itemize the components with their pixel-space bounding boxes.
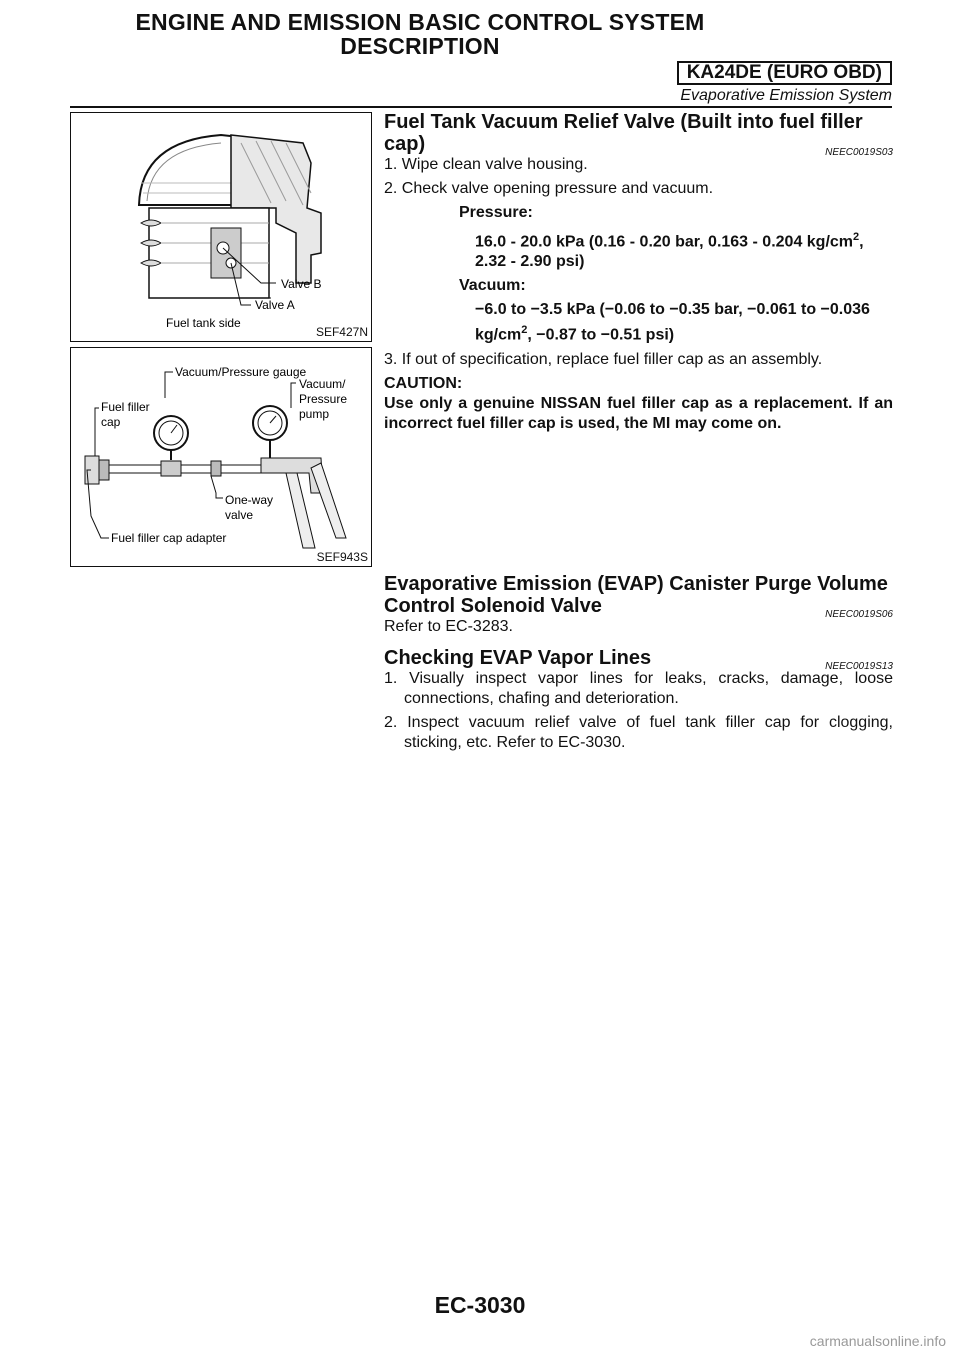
figure-id: SEF427N (315, 325, 368, 339)
caution-text: Use only a genuine NISSAN fuel filler cap as a replacement. If an incorrect fuel filler cap is used, the MI may come on. (384, 394, 893, 432)
section-title: Checking EVAP Vapor Lines (384, 647, 652, 669)
model-badge: KA24DE (EURO OBD) (677, 61, 892, 85)
figure-test-setup (70, 347, 372, 567)
section-code: NEEC0019S06 (825, 609, 893, 620)
label-fuel-tank-side: Fuel tank side (166, 316, 241, 330)
header-title-line2: DESCRIPTION (340, 33, 500, 59)
step-1: 1. Visually inspect vapor lines for leaks, cracks, damage, loose connections, chafing and deterioration. (384, 670, 893, 707)
watermark: carmanualsonline.info (809, 1333, 946, 1349)
test-setup-illustration (71, 348, 371, 566)
label-adapter: Fuel filler cap adapter (111, 531, 227, 545)
figure-fuel-cap-section (70, 112, 372, 342)
label-vp-pump-3: pump (299, 407, 330, 421)
label-valve-b: Valve B (281, 277, 322, 291)
label-valve-a: Valve A (255, 298, 295, 312)
section-title: Fuel Tank Vacuum Relief Valve (Built into fuel filler cap) (384, 111, 863, 155)
label-fuel-filler-2: cap (101, 415, 121, 429)
vacuum-spec-line2: $kg/cm^2$, −0.87 to −0.51 psi) (475, 324, 675, 344)
section-evap-vapor-lines (384, 647, 893, 757)
header-rule (70, 106, 892, 108)
label-one-way-2: valve (225, 508, 254, 522)
step-2: 2. Check valve opening pressure and vacuum. (384, 180, 714, 197)
header-subtitle: Evaporative Emission System (680, 87, 892, 104)
section-text: Refer to EC-3283. (384, 618, 513, 635)
label-one-way-1: One-way (225, 493, 274, 507)
figure-id: SEF943S (316, 550, 368, 564)
section-title-line2: Control Solenoid Valve (384, 595, 602, 617)
step-3: 3. If out of specification, replace fuel filler cap as an assembly. (384, 350, 823, 368)
section-code: NEEC0019S03 (825, 147, 893, 158)
section-code: NEEC0019S13 (825, 661, 893, 672)
page-number: EC-3030 (434, 1292, 526, 1318)
vacuum-spec-line1: −6.0 to −3.5 kPa (−0.06 to −0.35 bar, −0.061 to −0.036 (475, 301, 870, 319)
section-evap-purge-valve (384, 573, 893, 641)
pressure-label: Pressure: (459, 204, 533, 221)
caution-label: CAUTION: (384, 374, 463, 392)
section-vacuum-relief-valve (384, 111, 893, 438)
label-vp-gauge: Vacuum/Pressure gauge (175, 365, 307, 379)
step-1: 1. Wipe clean valve housing. (384, 156, 588, 173)
pressure-spec-line1: 16.0 - 20.0 kPa (0.16 - 0.20 bar, 0.163 - 0.204 $kg/cm^2$, (475, 231, 864, 251)
label-vp-pump-2: Pressure (299, 392, 348, 406)
header-title-line1: ENGINE AND EMISSION BASIC CONTROL SYSTEM (135, 9, 705, 35)
section-title-line1: Evaporative Emission (EVAP) Canister Purge Volume (384, 573, 888, 595)
label-fuel-filler-1: Fuel filler (101, 400, 150, 414)
vacuum-label: Vacuum: (459, 277, 526, 295)
fuel-cap-section-illustration (71, 113, 371, 341)
label-vp-pump-1: Vacuum/ (299, 377, 346, 391)
pressure-spec-line2: 2.32 - 2.90 psi) (475, 253, 585, 271)
step-2: 2. Inspect vacuum relief valve of fuel tank filler cap for clogging, sticking, etc. Refer to EC-3030. (384, 714, 893, 751)
